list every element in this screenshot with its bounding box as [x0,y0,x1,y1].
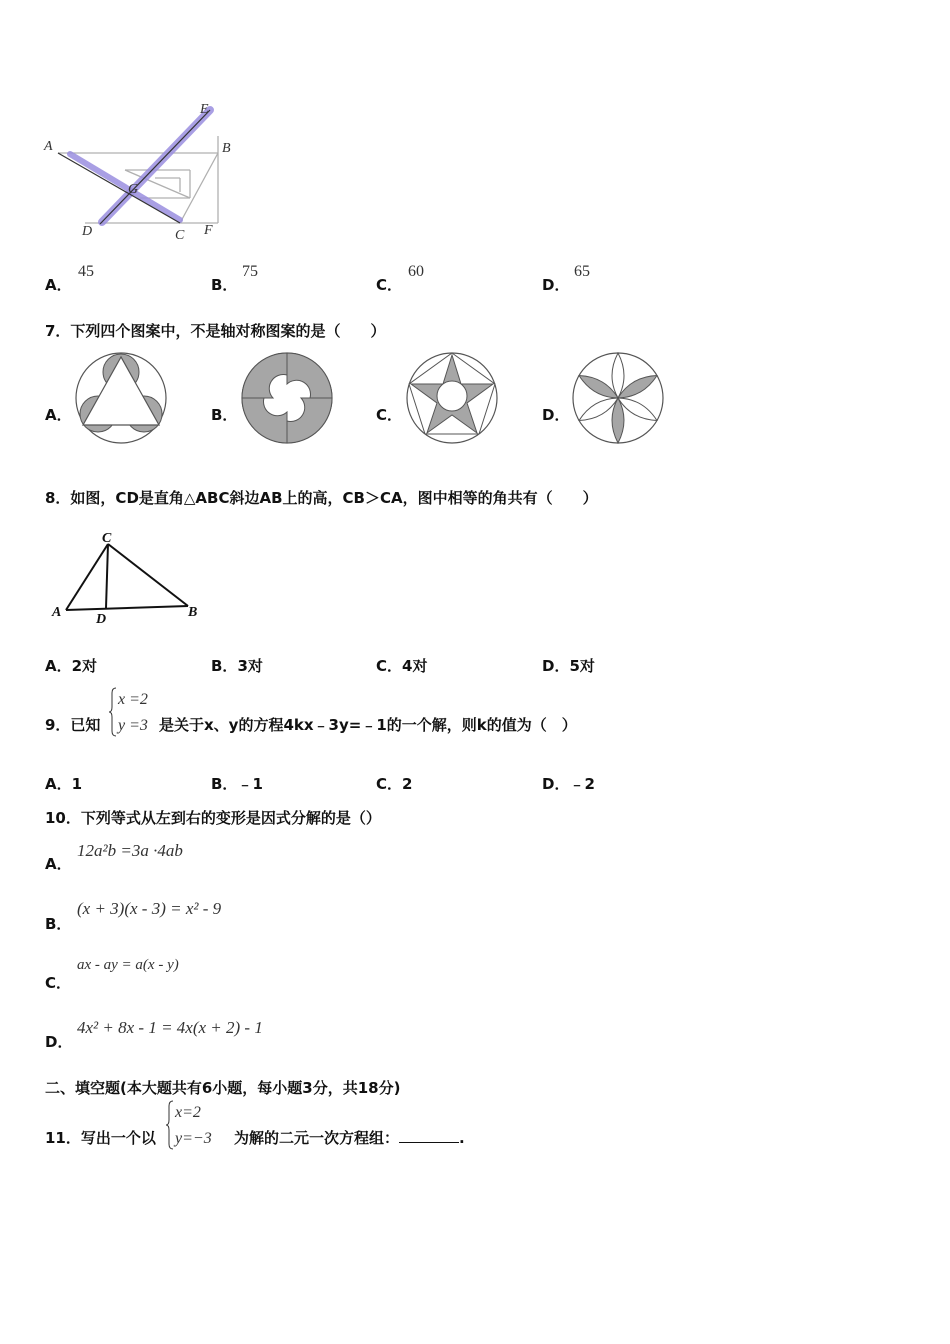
q7-option-a[interactable]: A． [45,406,72,424]
q6-label-a: A [44,139,53,154]
q6-label-b: B [222,141,231,156]
q7-option-d[interactable]: D． [542,406,570,424]
q6-label-g: G [128,182,139,197]
q6-option-b-value: 75 [242,263,258,280]
q6-label-e: E [200,102,209,117]
q6-option-d[interactable]: D． [542,276,570,294]
q6-option-c[interactable]: C． [376,276,403,294]
q7-pattern-a-trefoil [74,351,168,445]
q7-pattern-b-swirl [240,351,334,445]
q11-brace-icon [166,1100,174,1150]
q6-option-b[interactable]: B． [211,276,238,294]
q8-option-a[interactable]: A．2对 [45,657,98,675]
q6-label-c: C [175,228,185,243]
q11-suffix: 为解的二元一次方程组： [234,1129,400,1147]
q8-label-b: B [188,605,198,620]
q9-brace-icon [109,687,117,737]
q11-sys-line2: y=−3 [175,1130,212,1147]
q6-label-f: F [204,223,213,238]
q11-end: . [459,1129,465,1147]
q7-option-b[interactable]: B． [211,406,238,424]
q11-answer-blank[interactable] [399,1128,459,1143]
q10-option-c[interactable]: C． [45,974,72,992]
q10-option-d-expr: 4x² + 8x - 1 = 4x(x + 2) - 1 [77,1018,263,1037]
q10-stem: 10．下列等式从左到右的变形是因式分解的是（） [45,809,381,827]
q9-prefix: 9．已知 [45,716,101,734]
q8-triangle-figure [48,528,208,628]
q10-option-a-expr: 12a²b =3a ·4ab [77,841,183,860]
q6-option-d-value: 65 [574,263,590,280]
q6-geometry-figure [40,98,250,248]
q11-suffix-line [234,1127,465,1148]
section2-title: 二、填空题(本大题共有6小题，每小题3分，共18分) [45,1079,401,1097]
q10-option-b[interactable]: B． [45,915,72,933]
q9-option-d[interactable]: D．﹣2 [542,775,595,793]
q10-option-a[interactable]: A． [45,855,72,873]
q7-option-c[interactable]: C． [376,406,403,424]
q9-sys-line1: x =2 [118,691,148,708]
q10-option-c-expr: ax - ay = a(x - y) [77,957,179,973]
q6-option-a-value: 45 [78,263,94,280]
q6-option-a[interactable]: A． [45,276,72,294]
q8-label-a: A [52,605,62,620]
q7-stem: 7．下列四个图案中，不是轴对称图案的是（ ） [45,322,386,340]
q9-option-b[interactable]: B．﹣1 [211,775,263,793]
q10-option-b-expr: (x + 3)(x - 3) = x² - 9 [77,899,222,918]
q8-option-d[interactable]: D．5对 [542,657,595,675]
q9-suffix: 是关于x、y的方程4kx﹣3y=﹣1的一个解，则k的值为（ ） [159,716,577,734]
q11-sys-line1: x=2 [175,1104,201,1121]
q9-option-a[interactable]: A．1 [45,775,83,793]
q8-option-c[interactable]: C．4对 [376,657,428,675]
q7-pattern-d-flower [571,351,665,445]
q8-option-b[interactable]: B．3对 [211,657,263,675]
q6-option-c-value: 60 [408,263,424,280]
q9-option-c[interactable]: C．2 [376,775,413,793]
q8-label-c: C [102,531,112,546]
q6-label-d: D [82,224,93,239]
q11-equation-system [166,1100,236,1154]
q8-stem: 8．如图，CD是直角△ABC斜边AB上的高，CB＞CA，图中相等的角共有（ ） [45,489,598,507]
q11-prefix: 11．写出一个以 [45,1129,156,1147]
q8-label-d: D [96,612,107,627]
q10-option-d[interactable]: D． [45,1033,73,1051]
q9-equation-system [109,687,159,741]
q9-sys-line2: y =3 [118,717,148,734]
q7-pattern-c-star [405,351,499,445]
